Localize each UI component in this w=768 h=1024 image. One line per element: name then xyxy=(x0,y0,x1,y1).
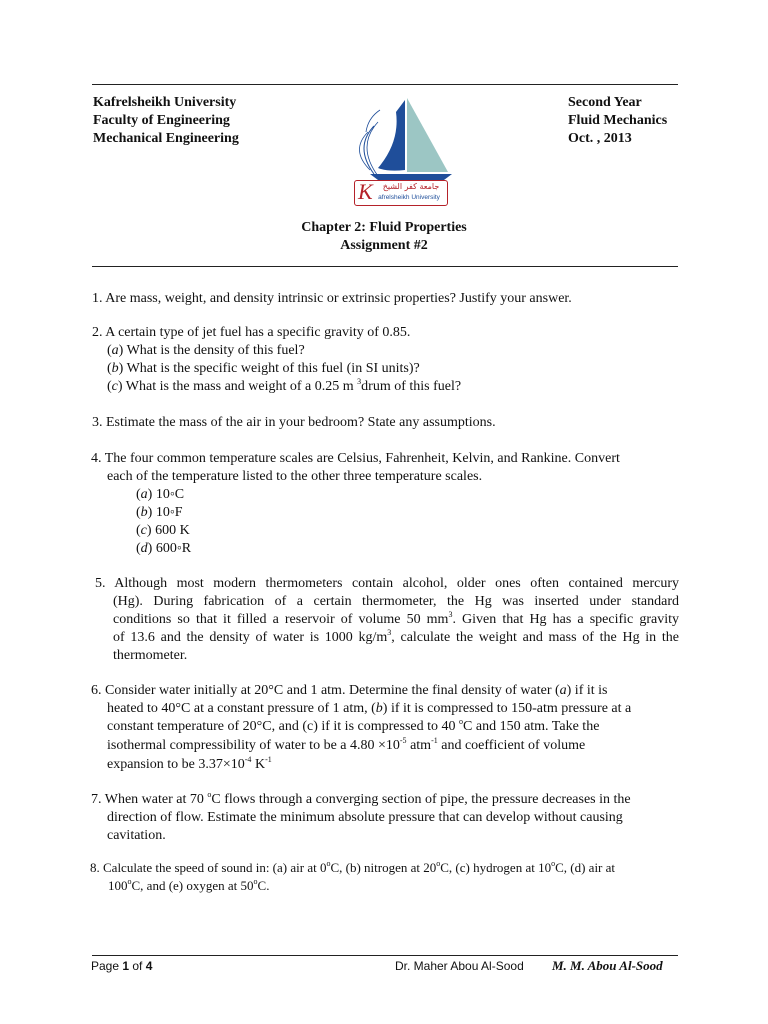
question-5-line1: 5. Although most modern thermometers contain alcohol, older ones often contained mercury xyxy=(95,576,679,591)
question-8-line2: 100$^o$C, and (e) oxygen at 50$^o$C. xyxy=(108,877,270,893)
logo-plate xyxy=(354,180,448,206)
question-7-line3: cavitation. xyxy=(107,828,166,843)
question-7-line2: direction of flow. Estimate the minimum absolute pressure that can develop without causing xyxy=(107,810,623,825)
footer-rule xyxy=(92,955,678,956)
title-rule xyxy=(92,266,678,267)
question-4-line2: each of the temperature listed to the other three temperature scales. xyxy=(107,469,483,484)
author-signature: M. M. Abou Al-Sood xyxy=(552,958,663,973)
question-3: 3. Estimate the mass of the air in your bedroom? State any assumptions. xyxy=(92,415,496,430)
chapter-title: Chapter 2: Fluid Properties xyxy=(301,220,467,235)
question-6-line3: constant temperature of 20°C, and (c) if it is compressed to 40 $^o$C and 150 atm. Take the xyxy=(107,717,600,734)
question-4a: (a) 10◦C xyxy=(136,487,185,502)
question-1: 1. Are mass, weight, and density intrinsic or extrinsic properties? Justify your answer. xyxy=(92,291,572,306)
question-5-line2: (Hg). During fabrication of a certain thermometer, the Hg was inserted under standard xyxy=(113,594,679,609)
question-6-line4: isothermal compressibility of water to be a $4.80 \times 10^{-5}$ atm$^{-1}$ and coefficient of volume xyxy=(107,736,586,753)
question-4d: (d) 600◦R xyxy=(136,541,192,556)
question-5-line3: conditions so that it filled a reservoir of volume 50 $mm^3$. Given that Hg has a specific gravity xyxy=(113,610,679,627)
question-2c: (c) What is the mass and weight of a 0.25 m $^3$drum of this fuel? xyxy=(107,377,462,394)
faculty-name: Faculty of Engineering xyxy=(93,113,230,128)
date-label: Oct. , 2013 xyxy=(568,131,632,146)
question-4b: (b) 10◦F xyxy=(136,505,183,520)
year-label: Second Year xyxy=(568,95,642,110)
question-6-line5: expansion to be $3.37\times 10^{-4}$ $K^{-1}$ xyxy=(107,755,272,772)
course-label: Fluid Mechanics xyxy=(568,113,668,128)
question-5-line5: thermometer. xyxy=(113,648,188,663)
footer-author: Dr. Maher Abou Al-Sood xyxy=(395,959,524,973)
page-number: Page 1 of 4 xyxy=(91,959,153,973)
question-6-line2: heated to 40°C at a constant pressure of 1 atm, (b) if it is compressed to 150-atm pressure at a xyxy=(107,701,632,716)
question-4-line1: 4. The four common temperature scales are Celsius, Fahrenheit, Kelvin, and Rankine. Convert xyxy=(91,451,620,466)
logo-english-text: afrelsheikh University xyxy=(378,194,440,201)
department-name: Mechanical Engineering xyxy=(93,131,239,146)
top-rule xyxy=(92,84,678,85)
university-name: Kafrelsheikh University xyxy=(93,95,237,110)
logo-initial: K xyxy=(358,179,373,204)
logo-arabic-text: جامعة كفر الشيخ xyxy=(382,182,440,191)
question-2b: (b) What is the specific weight of this fuel (in SI units)? xyxy=(107,361,420,376)
question-2-stem: 2. A certain type of jet fuel has a specific gravity of 0.85. xyxy=(92,325,411,340)
university-logo xyxy=(340,92,462,210)
question-7-line1: 7. When water at 70 $^o$C flows through a converging section of pipe, the pressure decreases in the xyxy=(91,790,631,807)
assignment-title: Assignment #2 xyxy=(340,238,428,253)
question-5-line4: of 13.6 and the density of water is 1000 $kg/m^3$, calculate the weight and mass of the Hg in the xyxy=(113,628,680,645)
question-4c: (c) 600 K xyxy=(136,523,190,538)
question-8-line1: 8. Calculate the speed of sound in: (a) air at 0$^o$C, (b) nitrogen at 20$^o$C, (c) hydrogen at 10$^o$C, (d) air at xyxy=(90,859,616,875)
question-6-line1: 6. Consider water initially at 20°C and 1 atm. Determine the final density of water (a) if it is xyxy=(91,683,608,698)
question-2a: (a) What is the density of this fuel? xyxy=(107,343,305,358)
